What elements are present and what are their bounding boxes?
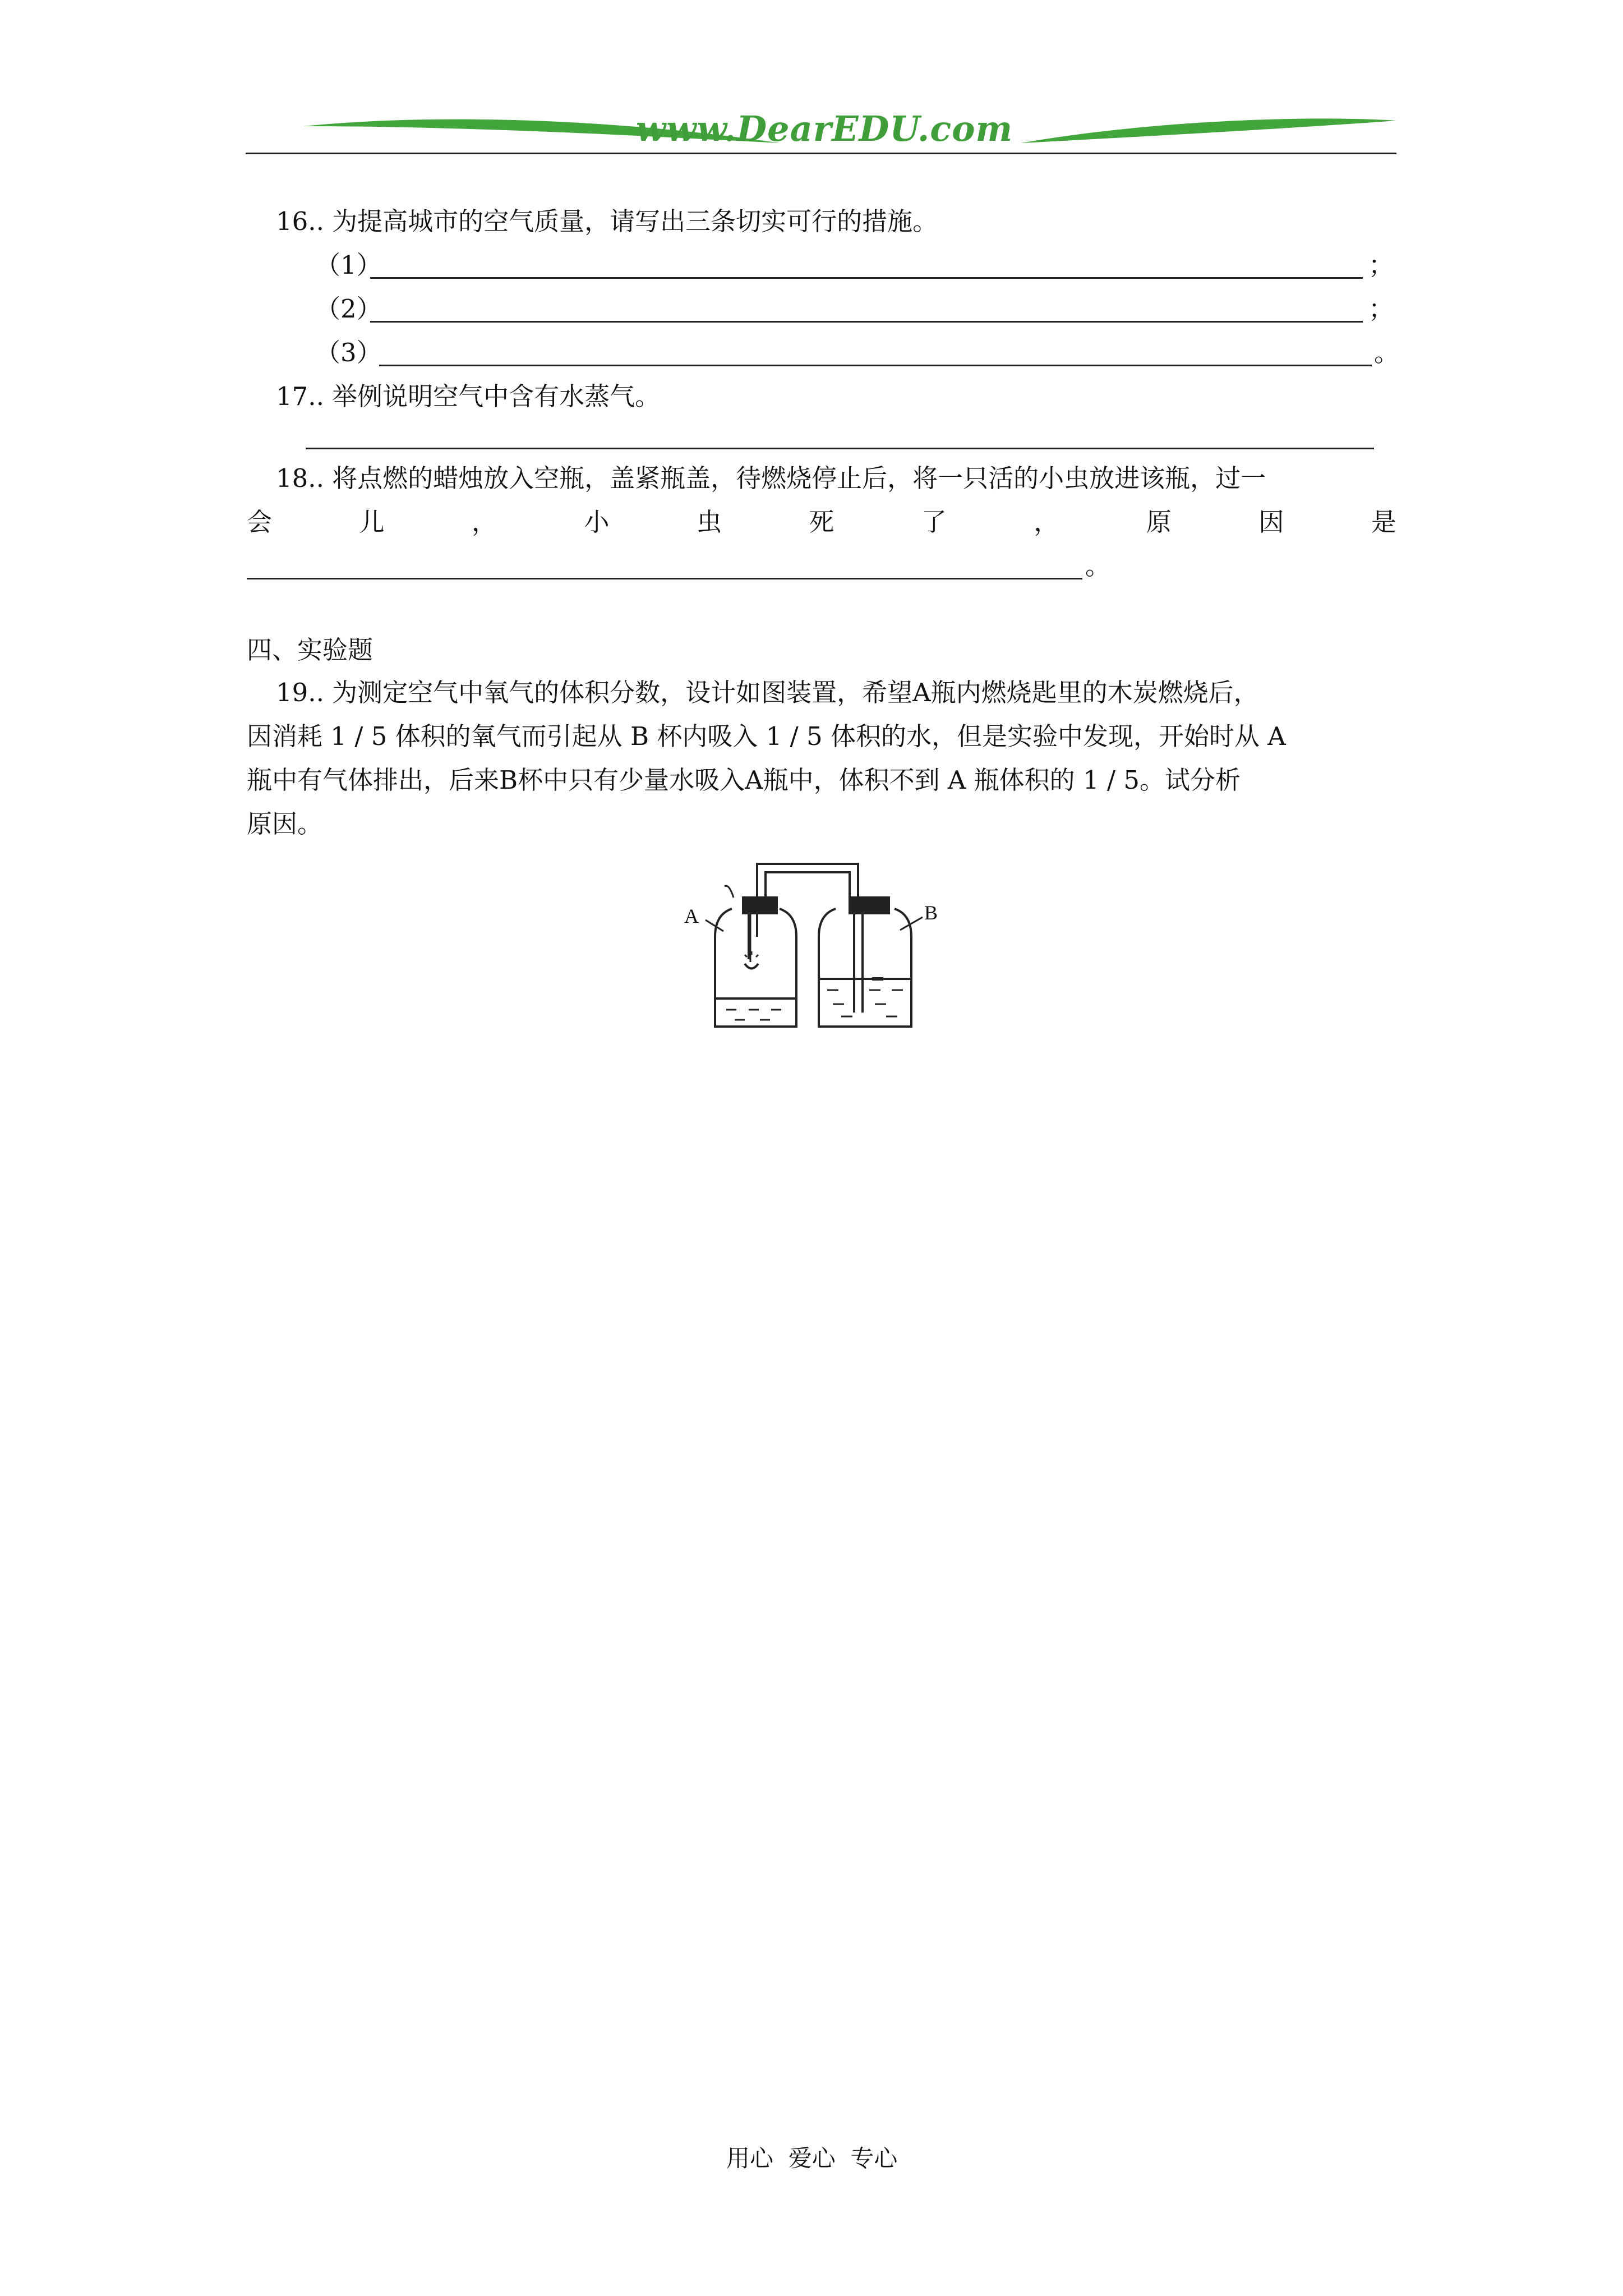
apparatus-figure	[673, 853, 953, 1038]
q16-item-2-label: （2）	[315, 294, 382, 324]
q16-item-3-end: 。	[1374, 338, 1400, 367]
q18-char: 会	[247, 507, 273, 537]
label-a: A	[684, 905, 699, 927]
footer-text: 用心 爱心 专心	[726, 2145, 898, 2172]
q19-line-3: 瓶中有气体排出，后来B杯中只有少量水吸入A瓶中，体积不到 A 瓶体积的 1 / 5。试分析	[247, 765, 1241, 795]
q18-char: 是	[1371, 507, 1396, 537]
q18-char: 死	[809, 507, 834, 537]
q17-prompt: 17.. 举例说明空气中含有水蒸气。	[276, 381, 661, 411]
q18-answer-line[interactable]	[247, 578, 1082, 579]
q17-answer-line[interactable]	[306, 448, 1374, 449]
q16-item-1-answer-line[interactable]	[370, 277, 1363, 279]
q16-item-1-end: ；	[1368, 250, 1394, 280]
label-b: B	[924, 901, 938, 924]
header-rule	[246, 153, 1396, 154]
q19-line-1: 19.. 为测定空气中氧气的体积分数，设计如图装置，希望A瓶内燃烧匙里的木炭燃烧后，	[276, 678, 1259, 707]
q18-end: 。	[1085, 551, 1111, 581]
q16-item-3-label: （3）	[315, 338, 382, 367]
q18-char: 了	[921, 507, 947, 537]
q19-line-2: 因消耗 1 / 5 体积的氧气而引起从 B 杯内吸入 1 / 5 体积的水，但是实验中发现，开始时从 A	[247, 721, 1286, 751]
q18-line-1: 18.. 将点燃的蜡烛放入空瓶，盖紧瓶盖，待燃烧停止后，将一只活的小虫放进该瓶，过一	[276, 463, 1266, 493]
logo-text: www.DearEDU.com	[635, 108, 1013, 149]
header-logo	[241, 104, 1396, 165]
q18-char: ，	[471, 507, 497, 537]
q18-char: 虫	[696, 507, 722, 537]
q18-char: 因	[1258, 507, 1284, 537]
q18-char: ，	[1034, 507, 1059, 537]
q18-char: 原	[1146, 507, 1172, 537]
q16-item-2-end: ；	[1368, 294, 1394, 324]
q18-char: 儿	[359, 507, 385, 537]
q16-item-1-label: （1）	[315, 250, 382, 280]
q18-char: 小	[584, 507, 610, 537]
q16-prompt: 16.. 为提高城市的空气质量，请写出三条切实可行的措施。	[276, 206, 938, 236]
q16-item-3-answer-line[interactable]	[379, 365, 1372, 366]
q18-line-2	[247, 500, 1396, 544]
q16-item-2-answer-line[interactable]	[370, 321, 1363, 323]
section-title: 四、实验题	[247, 635, 374, 665]
q19-line-4: 原因。	[247, 809, 323, 839]
